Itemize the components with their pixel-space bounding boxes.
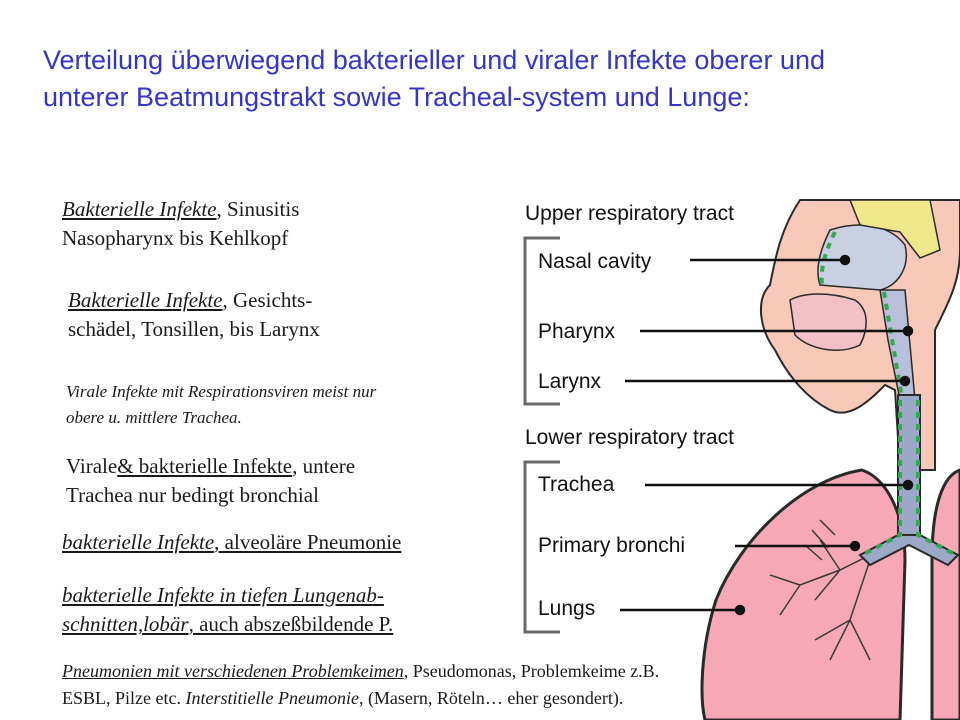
nasal-cavity-region (818, 225, 906, 290)
note-alveolar-pneumonia: bakterielle Infekte, alveoläre Pneumonie (62, 530, 402, 554)
label-pharynx: Pharynx (538, 320, 616, 343)
note-lobar-pneumonia: bakterielle Infekte in tiefen Lungenab- schnitten,lobär, auch abszeßbildende P. (62, 583, 394, 636)
dot-primary-bronchi (851, 542, 859, 550)
dot-nasal-cavity (841, 256, 849, 264)
dot-larynx (901, 377, 909, 385)
label-primary-bronchi: Primary bronchi (538, 534, 686, 557)
label-nasal-cavity: Nasal cavity (538, 250, 652, 273)
footer-note: Pneumonien mit verschiedenen Problemkeimen, Pseudomonas, Problemkeime z.B. ESBL, Pilze etc. Interstitielle Pneumonie, (Masern, Röteln… eher gesondert). (62, 661, 660, 708)
note-sinusitis: Bakterielle Infekte, Sinusitis Nasopharynx bis Kehlkopf (62, 197, 300, 250)
page-title: Verteilung überwiegend bakterieller und viraler Infekte oberer und unterer Beatmungstrakt sowie Tracheal-system und Lunge: (43, 45, 825, 112)
label-larynx: Larynx (538, 370, 602, 393)
dot-trachea (904, 481, 912, 489)
note-tonsils: Bakterielle Infekte, Gesichts- schädel, Tonsillen, bis Larynx (68, 288, 320, 341)
label-trachea: Trachea (538, 473, 615, 496)
label-lungs: Lungs (538, 597, 596, 620)
dot-lungs (736, 606, 744, 614)
upper-tract-header: Upper respiratory tract (525, 202, 734, 225)
note-lower-trachea: Virale& bakterielle Infekte, untere Trachea nur bedingt bronchial (66, 454, 356, 507)
dot-pharynx (904, 327, 912, 335)
lower-tract-header: Lower respiratory tract (525, 426, 734, 449)
note-viral-trachea: Virale Infekte mit Respirationsviren meist nur obere u. mittlere Trachea. (66, 382, 377, 427)
